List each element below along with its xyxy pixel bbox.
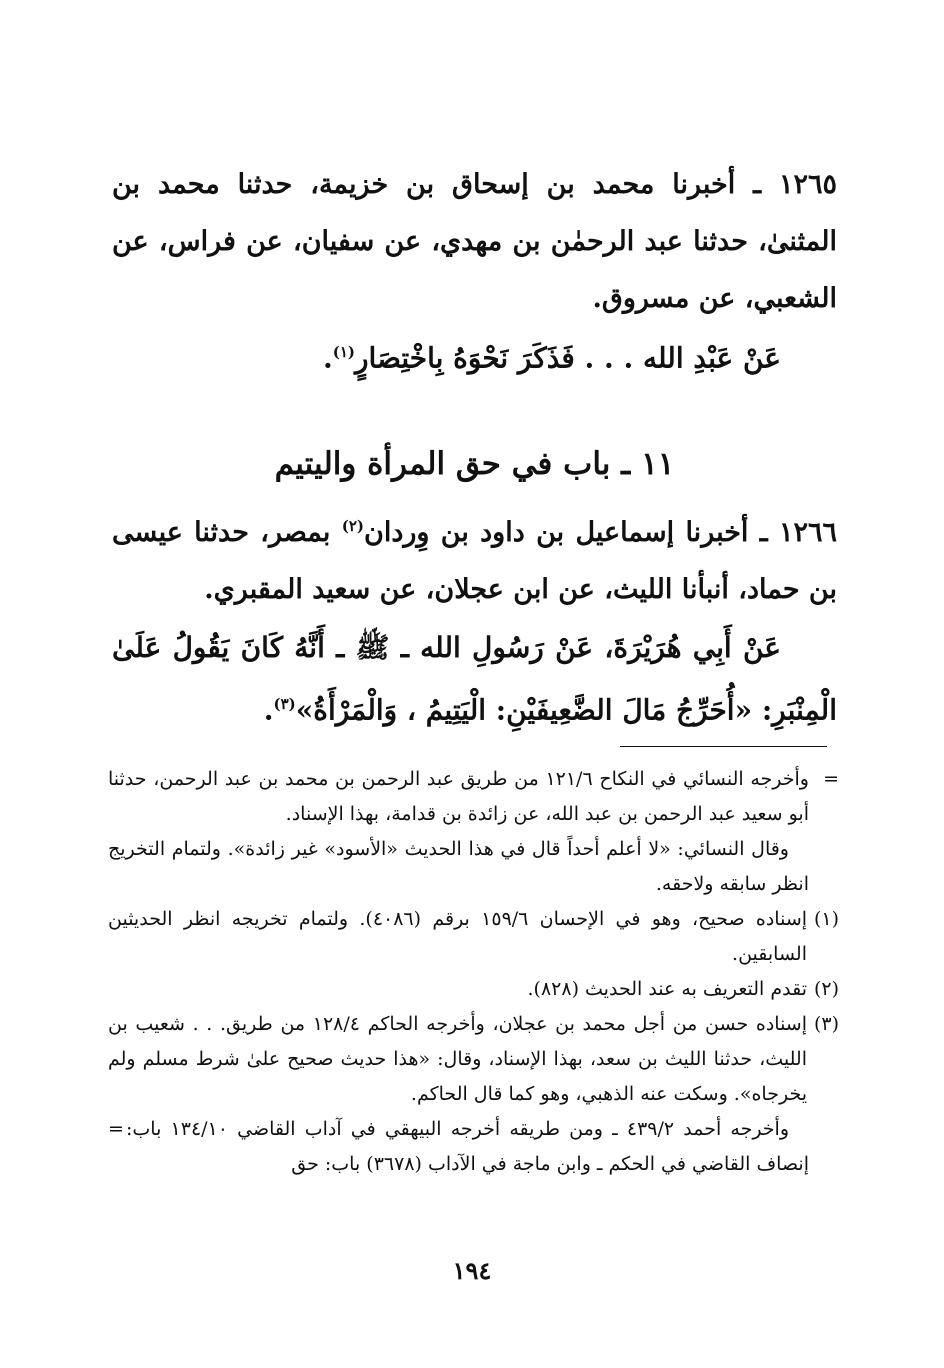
hadith-1266-matn-end: . — [263, 693, 274, 727]
hadith-1266-matn-text: عَنْ أَبِي هُرَيْرَةَ، عَنْ رَسُولِ الله ـ ﷺ ـ أَنَّهُ كَانَ يَقُولُ عَلَىٰ الْمِنْبَرِ: «أُحَرِّجُ مَالَ الضَّعِيفَيْنِ: الْيَتِيمُ ، وَالْمَرْأَةُ» — [112, 631, 837, 727]
footnote-ref-1: (١) — [332, 343, 356, 361]
footnote-3-paragraph-2-text: وأخرجه أحمد ٤٣٩/٢ ـ ومن طريقه أخرجه البيهقي في آداب القاضي ١٣٤/١٠ باب: إنصاف القاضي في الحكم ـ وابن ماجة في الآداب (٣٦٧٨) باب: حق — [126, 1118, 809, 1175]
hadith-1266-isnad-text-a: ١٢٦٦ ـ أخبرنا إسماعيل بن داود بن وِردان — [364, 517, 838, 548]
footnote-ref-2: (٢) — [341, 517, 365, 535]
hadith-1266-isnad-text-b: بمصر، حدثنا عيسى بن حماد، أنبأنا الليث، عن ابن عجلان، عن سعيد المقبري. — [112, 517, 837, 605]
footnotes — [108, 762, 839, 1182]
footnote-separator — [620, 746, 827, 747]
hadith-1266-matn — [112, 620, 837, 738]
page-number: ١٩٤ — [452, 1256, 492, 1285]
footnote-1-text: إسناده صحيح، وهو في الإحسان ١٥٩/٦ برقم (٤٠٨٦). ولتمام تخريجه انظر الحديثين السابقين. — [108, 908, 808, 965]
footnote-3-text: إسناده حسن من أجل محمد بن عجلان، وأخرجه الحاكم ١٢٨/٤ من طريق. . . شعيب بن الليث، حدثنا الليث بن سعد، بهذا الإسناد، وقال: «هذا حديث صحيح علىٰ شرط مسلم ولم يخرجاه». وسكت عنه الذهبي، وهو كما قال الحاكم. — [108, 1013, 807, 1105]
hadith-1265-isnad-text: ١٢٦٥ ـ أخبرنا محمد بن إسحاق بن خزيمة، حدثنا محمد بن المثنىٰ، حدثنا عبد الرحمٰن بن مهدي، عن سفيان، عن فراس، عن الشعبي، عن مسروق. — [112, 169, 837, 314]
hadith-1265-matn-text: عَنْ عَبْدِ الله . . . فَذَكَرَ نَحْوَهُ بِاخْتِصَارٍ — [355, 341, 781, 375]
footnote-1 — [108, 902, 839, 972]
footnote-1-number: (١) — [813, 908, 839, 930]
footnote-3-number: (٣) — [813, 1013, 839, 1035]
continued-marker: = — [108, 1118, 124, 1140]
continuation-text: وأخرجه النسائي في النكاح ١٢١/٦ من طريق عبد الرحمن بن محمد بن عبد الرحمن، حدثنا أبو سعيد عبد الرحمن بن عبد الله، عن زائدة بن قدامة، بهذا الإسناد. — [108, 768, 809, 825]
continuation-paragraph-2: وقال النسائي: «لا أعلم أحداً قال في هذا الحديث «الأسود» غير زائدة». ولتمام التخريج انظر سابقه ولاحقه. — [108, 838, 809, 895]
footnote-2-text: تقدم التعريف به عند الحديث (٨٢٨). — [527, 978, 807, 1000]
continuation-marker: = — [823, 768, 839, 790]
footnote-2 — [108, 972, 839, 1007]
hadith-1266-isnad — [112, 498, 837, 618]
hadith-1265-matn-end: . — [322, 341, 333, 375]
footnote-3 — [108, 1007, 839, 1112]
hadith-1265-matn — [112, 324, 837, 386]
footnote-ref-3: (٣) — [273, 695, 296, 713]
footnote-continuation — [108, 762, 839, 832]
footnote-2-number: (٢) — [813, 978, 839, 1000]
chapter-title: ١١ ـ باب في حق المرأة واليتيم — [274, 446, 675, 482]
footnote-3-paragraph-2 — [108, 1112, 839, 1182]
hadith-1265-isnad — [112, 156, 837, 327]
